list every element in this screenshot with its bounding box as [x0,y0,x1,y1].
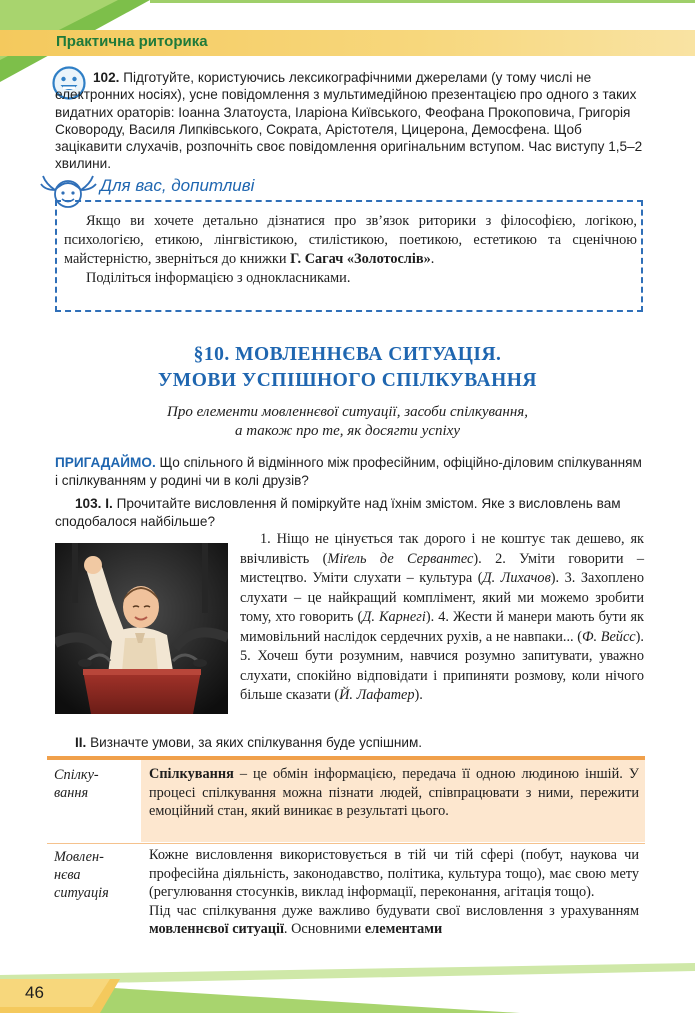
table-row2-term-line2: нєва [54,867,81,883]
quote-3-end: ). [425,609,435,625]
section-title-line2: УМОВИ УСПІШНОГО СПІЛКУВАННЯ [157,370,537,391]
table-row2-term-line1: Мовлен- [54,849,104,865]
quote-4-end: ). [635,628,644,645]
quote-2-end: ). [550,570,560,586]
section-subtitle [40,403,655,441]
task-102-number: 102. [93,70,120,85]
quote-4-text: Жести й манери мають бути як мимовільний наслідок сердечних рухів, а не навпаки... ( [240,609,645,645]
table-row2-term-line3: ситуація [54,885,109,901]
section-title-line1: §10. МОВЛЕННЄВА СИТУАЦІЯ. [193,344,502,365]
quote-5-number: 5. [240,648,251,664]
task-102 [55,69,645,173]
quote-3-number: 3. [564,570,576,586]
quote-4-number: 4. [438,609,449,625]
task-103-part2-text: Визначте умови, за яких спілкування буде успішним. [86,735,423,750]
table-row2-text2-b: мовленнєвої ситуації [149,921,284,938]
callout-text [64,212,637,288]
quote-2-number: 2. [495,550,506,567]
quote-1-number: 1. [260,531,271,547]
section-subtitle-line1: Про елементи мовленнєвої ситуації, засоби спілкування, [166,404,529,420]
task-102-text: Підготуйте, користуючись лексикографічними джерелами (у тому числі не електронних носіях), усне повідомлення з мультимедійною презентацією про одного з таких видатних ораторів: Іоанна Златоуста, Іларіона Київського, Феофана Прокоповича, Григорія Сковороду, Василя Липківського, Сократа, Арістотеля, Цицерона, Демосфена. Щоб зацікавити слухачів, розпочніть своє повідомлення оригінальним вступом. Час виступу 1,5–2 хвилини. [55,70,643,172]
task-103-part2-number: ІІ. [75,735,87,750]
table-row1-term-line2: вання [54,785,89,801]
table-row2-text2 [149,902,639,939]
quote-1-end: ). [473,550,482,567]
page-number: 46 [25,983,44,1002]
table-row2-text2-d: елементами [364,921,443,938]
table-row2-term [54,848,139,902]
quote-2-author: Д. Лихачов [482,570,551,586]
header-top-line [150,0,695,3]
table-row1-term-line1: Спілку- [54,767,99,783]
table-row2-text1: Кожне висловлення використовується в тій чи тій сфері (побут, наукова чи професійна діяльність, законодавство, політика, культура тощо), має свою мету (регулювання стосунків, виклад інформації, переконання, агітація тощо). [149,847,639,901]
section-title [40,342,655,394]
quote-3-text: Захоплено слухати – це найкращий комплімент, який ми можемо зробити тому, хто говорить ( [240,570,645,625]
quote-5-end: ). [414,687,423,703]
header-title: Практична риторика [56,33,208,50]
footer-decoration [0,955,695,1013]
quote-5-author: Й. Лафатер [339,687,415,703]
callout-heading: Для вас, допитливі [100,176,255,195]
callout-share: Поділіться інформацією з однокласниками. [86,270,351,286]
recall-keyword: ПРИГАДАЙМО. [55,455,156,470]
table-row2-definition [149,846,639,939]
table-row2-text2-c: . Основними [283,921,365,938]
table-row1-definition [149,765,639,821]
section-subtitle-line2: а також про те, як досягти успіху [235,423,460,439]
quote-1-text: Ніщо не цінується так дорого і не коштує так дешево, як ввічливість ( [240,531,644,567]
recall-question [55,454,645,489]
task-103-part2 [75,735,422,750]
quote-4-author: Ф. Вейсс [582,628,636,645]
callout-book: Г. Сагач «Золотослів» [290,251,431,267]
recall-text: Що спільного й відмінного між професійним, офіційно-діловим спілкуванням і спілкуванням у родині чи в колі друзів? [55,455,642,488]
table-row1-text: – це обмін інформацією, передача її одною людиною іншій. У процесі спілкування можна пізнати людей, співпрацювати з ними, пережити емоційний стан, який виникає в результаті цього. [149,766,639,820]
task-103-text: Прочитайте висловлення й поміркуйте над їхнім змістом. Яке з висловлень вам сподобалося найбільше? [55,496,621,529]
table-row1-lead: Спілкування [149,766,234,782]
table-divider [47,843,645,844]
callout-text-part1: Якщо ви хочете детально дізнатися про зв’язок риторики з філософією, логікою, психологією, етикою, лінгвістикою, стилістикою, поетикою, естетикою та сценічною майстерністю, зверніться до книжки [64,213,637,267]
table-row2-text2-a: Під час спілкування дуже важливо будувати свої висловлення з урахуванням [149,902,639,919]
quote-2-text: Уміти говорити – мистецтво. Уміти слухати – культура ( [240,550,644,586]
quote-3-author: Д. Карнегі [362,609,426,625]
callout-text-part2: . [430,251,435,267]
quote-1-author: Міґель де Сервантес [327,550,474,567]
quote-5-text: Хочеш бути розумним, навчися розумно запитувати, уважно слухати, спокійно відповідати і припиняти розмову, коли нічого більше сказати ( [240,648,644,703]
quotes-block [240,530,644,706]
boy-speaking-photo [55,543,228,714]
task-103-number: 103. І. [75,496,113,511]
task-103 [55,495,645,530]
table-row1-term [54,766,139,802]
quote-5 [240,648,644,703]
